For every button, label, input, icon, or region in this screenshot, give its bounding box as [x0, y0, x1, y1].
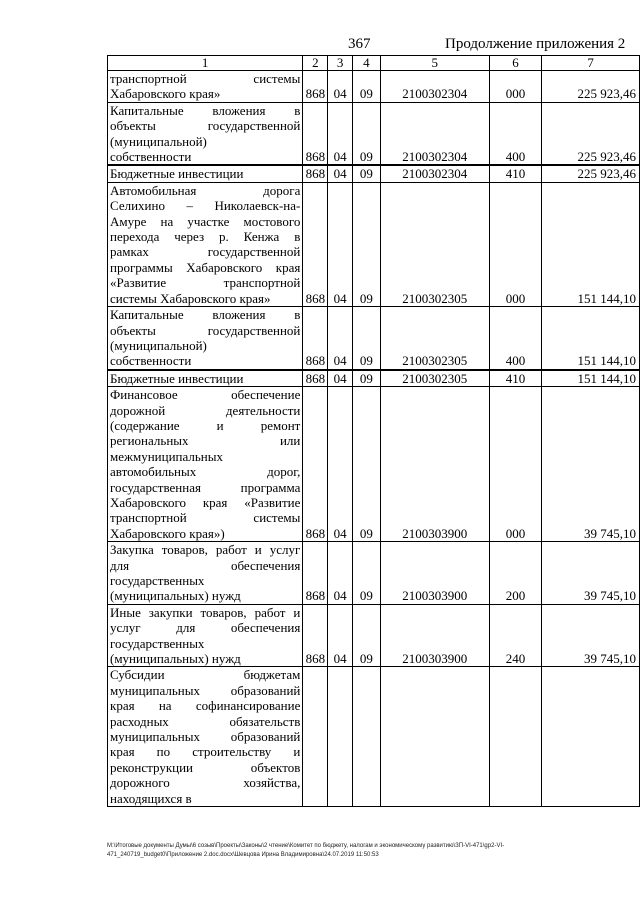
row-name-line: (муниципальных) нужд — [110, 651, 241, 667]
row-name-line: (муниципальной) — [110, 133, 207, 149]
amount-cell: 151 144,10 — [542, 182, 640, 306]
code-gr-cell: 868 — [303, 542, 328, 605]
row-name-line: находящихся в — [110, 790, 192, 806]
code-pr-cell: 09 — [353, 102, 381, 165]
code-pr-cell: 09 — [353, 307, 381, 370]
code-pr-cell: 09 — [353, 370, 381, 387]
row-name-cell — [108, 370, 303, 387]
table-row — [108, 667, 640, 807]
code-csr-cell: 2100302304 — [380, 165, 489, 182]
code-csr-cell: 2100302304 — [380, 102, 489, 165]
column-header: 6 — [489, 56, 541, 71]
code-gr-cell: 868 — [303, 182, 328, 306]
row-name-line: межмуниципальных — [110, 448, 223, 464]
code-pr-cell: 09 — [353, 542, 381, 605]
code-vr-cell: 410 — [489, 165, 541, 182]
code-pr-cell: 09 — [353, 182, 381, 306]
code-rz-cell: 04 — [328, 182, 353, 306]
code-gr-cell: 868 — [303, 102, 328, 165]
amount-cell: 39 745,10 — [542, 604, 640, 667]
code-rz-cell: 04 — [328, 307, 353, 370]
row-name-line: Амуре на участке мостового — [110, 213, 301, 229]
code-pr-cell: 09 — [353, 604, 381, 667]
code-gr-cell: 868 — [303, 370, 328, 387]
code-vr-cell: 000 — [489, 71, 541, 103]
code-rz-cell: 04 — [328, 542, 353, 605]
row-name-line: (содержание и ремонт — [110, 417, 301, 433]
document-footer — [107, 842, 612, 860]
code-rz-cell — [328, 667, 353, 807]
amount-cell: 39 745,10 — [542, 387, 640, 542]
row-name-line: объекты государственной — [110, 118, 301, 134]
table-row — [108, 370, 640, 387]
amount-cell: 151 144,10 — [542, 307, 640, 370]
footer-path-line: 471_240719_budget0\Приложение 2.doc.docx\Шевцова Ирина Владимировна\24.07.2019 11:50:53 — [107, 852, 379, 858]
amount-cell: 225 923,46 — [542, 165, 640, 182]
table-row — [108, 387, 640, 542]
amount-cell: 225 923,46 — [542, 71, 640, 103]
code-csr-cell: 2100303900 — [380, 542, 489, 605]
row-name-line: региональных или — [110, 433, 301, 449]
code-csr-cell: 2100302305 — [380, 182, 489, 306]
row-name-line: Бюджетные инвестиции — [110, 370, 244, 386]
row-name-line: Хабаровского края») — [110, 525, 225, 541]
code-vr-cell: 000 — [489, 387, 541, 542]
row-name-line: Финансовое обеспечение — [110, 387, 301, 403]
page-number: 367 — [348, 36, 371, 52]
row-name-cell — [108, 604, 303, 667]
row-name-cell — [108, 542, 303, 605]
code-rz-cell: 04 — [328, 165, 353, 182]
row-name-line: реконструкции объектов — [110, 759, 301, 775]
row-name-line: «Развитие транспортной — [110, 275, 301, 291]
column-header: 3 — [328, 56, 353, 71]
code-rz-cell: 04 — [328, 370, 353, 387]
row-name-line: государственная программа — [110, 479, 301, 495]
row-name-line: для обеспечения — [110, 557, 301, 573]
row-name-line: транспортной системы — [110, 71, 301, 86]
row-name-line: собственности — [110, 149, 192, 165]
code-vr-cell: 200 — [489, 542, 541, 605]
code-csr-cell: 2100303900 — [380, 604, 489, 667]
row-name-line: услуг для обеспечения — [110, 620, 301, 636]
code-rz-cell: 04 — [328, 71, 353, 103]
table-row — [108, 604, 640, 667]
code-pr-cell: 09 — [353, 165, 381, 182]
code-vr-cell: 000 — [489, 182, 541, 306]
row-name-line: Автомобильная дорога — [110, 182, 301, 198]
row-name-cell — [108, 667, 303, 807]
row-name-cell — [108, 182, 303, 306]
code-rz-cell: 04 — [328, 102, 353, 165]
amount-cell: 39 745,10 — [542, 542, 640, 605]
row-name-line: автомобильных дорог, — [110, 464, 301, 480]
row-name-cell — [108, 71, 303, 103]
row-name-line: Селихино – Николаевск-на- — [110, 198, 301, 214]
footer-path-line: М:\Итоговые документы Думы\6 созыв\Проекты\Законы\2 чтение\Комитет по бюджету, налогам и экономическому развитию\ЗП-VI-471\gp2-VI- — [107, 843, 505, 849]
column-header: 5 — [380, 56, 489, 71]
code-gr-cell: 868 — [303, 71, 328, 103]
row-name-line: муниципальных образований — [110, 682, 301, 698]
code-gr-cell: 868 — [303, 604, 328, 667]
row-name-line: расходных обязательств — [110, 713, 301, 729]
row-name-cell — [108, 387, 303, 542]
row-name-line: Субсидии бюджетам — [110, 667, 301, 683]
row-name-line: края по строительству и — [110, 744, 301, 760]
row-name-line: государственных — [110, 635, 205, 651]
table-header-row — [108, 56, 640, 71]
row-name-line: программы Хабаровского края — [110, 259, 301, 275]
row-name-line: Закупка товаров, работ и услуг — [110, 542, 301, 558]
code-vr-cell: 240 — [489, 604, 541, 667]
row-name-line: (муниципальных) нужд — [110, 588, 241, 604]
row-name-line: собственности — [110, 353, 192, 369]
row-name-line: рамках государственной — [110, 244, 301, 260]
code-csr-cell: 2100302305 — [380, 370, 489, 387]
table-row — [108, 307, 640, 370]
code-gr-cell — [303, 667, 328, 807]
column-header: 2 — [303, 56, 328, 71]
code-csr-cell: 2100303900 — [380, 387, 489, 542]
column-header: 4 — [353, 56, 381, 71]
row-name-line: государственных — [110, 573, 205, 588]
row-name-line: края на софинансирование — [110, 698, 301, 714]
row-name-line: Бюджетные инвестиции — [110, 166, 244, 182]
row-name-line: транспортной системы — [110, 510, 301, 526]
code-rz-cell: 04 — [328, 387, 353, 542]
code-gr-cell: 868 — [303, 165, 328, 182]
amount-cell: 225 923,46 — [542, 102, 640, 165]
table-row — [108, 182, 640, 306]
row-name-line: дорожной деятельности — [110, 402, 301, 418]
row-name-cell — [108, 307, 303, 370]
row-name-line: Хабаровского края» — [110, 86, 221, 102]
table-row — [108, 542, 640, 605]
code-vr-cell — [489, 667, 541, 807]
row-name-line: Иные закупки товаров, работ и — [110, 604, 301, 620]
table-row — [108, 165, 640, 182]
code-pr-cell: 09 — [353, 71, 381, 103]
row-name-line: системы Хабаровского края» — [110, 290, 271, 306]
column-header: 1 — [108, 56, 303, 71]
continuation-label: Продолжение приложения 2 — [445, 36, 626, 52]
code-csr-cell: 2100302305 — [380, 307, 489, 370]
row-name-cell — [108, 102, 303, 165]
row-name-line: дорожного хозяйства, — [110, 775, 301, 791]
row-name-line: Капитальные вложения в — [110, 307, 301, 323]
row-name-line: объекты государственной — [110, 322, 301, 338]
row-name-line: (муниципальной) — [110, 337, 207, 353]
code-vr-cell: 400 — [489, 307, 541, 370]
amount-cell — [542, 667, 640, 807]
code-vr-cell: 400 — [489, 102, 541, 165]
code-csr-cell: 2100302304 — [380, 71, 489, 103]
code-rz-cell: 04 — [328, 604, 353, 667]
code-csr-cell — [380, 667, 489, 807]
table-row — [108, 102, 640, 165]
row-name-line: перехода через р. Кенжа в — [110, 229, 301, 245]
row-name-line: Капитальные вложения в — [110, 102, 301, 118]
code-gr-cell: 868 — [303, 307, 328, 370]
code-gr-cell: 868 — [303, 387, 328, 542]
code-pr-cell — [353, 667, 381, 807]
code-vr-cell: 410 — [489, 370, 541, 387]
row-name-line: муниципальных образований — [110, 729, 301, 745]
budget-table — [107, 55, 640, 807]
code-pr-cell: 09 — [353, 387, 381, 542]
amount-cell: 151 144,10 — [542, 370, 640, 387]
row-name-line: Хабаровского края «Развитие — [110, 494, 301, 510]
row-name-cell — [108, 165, 303, 182]
table-row — [108, 71, 640, 103]
column-header: 7 — [542, 56, 640, 71]
